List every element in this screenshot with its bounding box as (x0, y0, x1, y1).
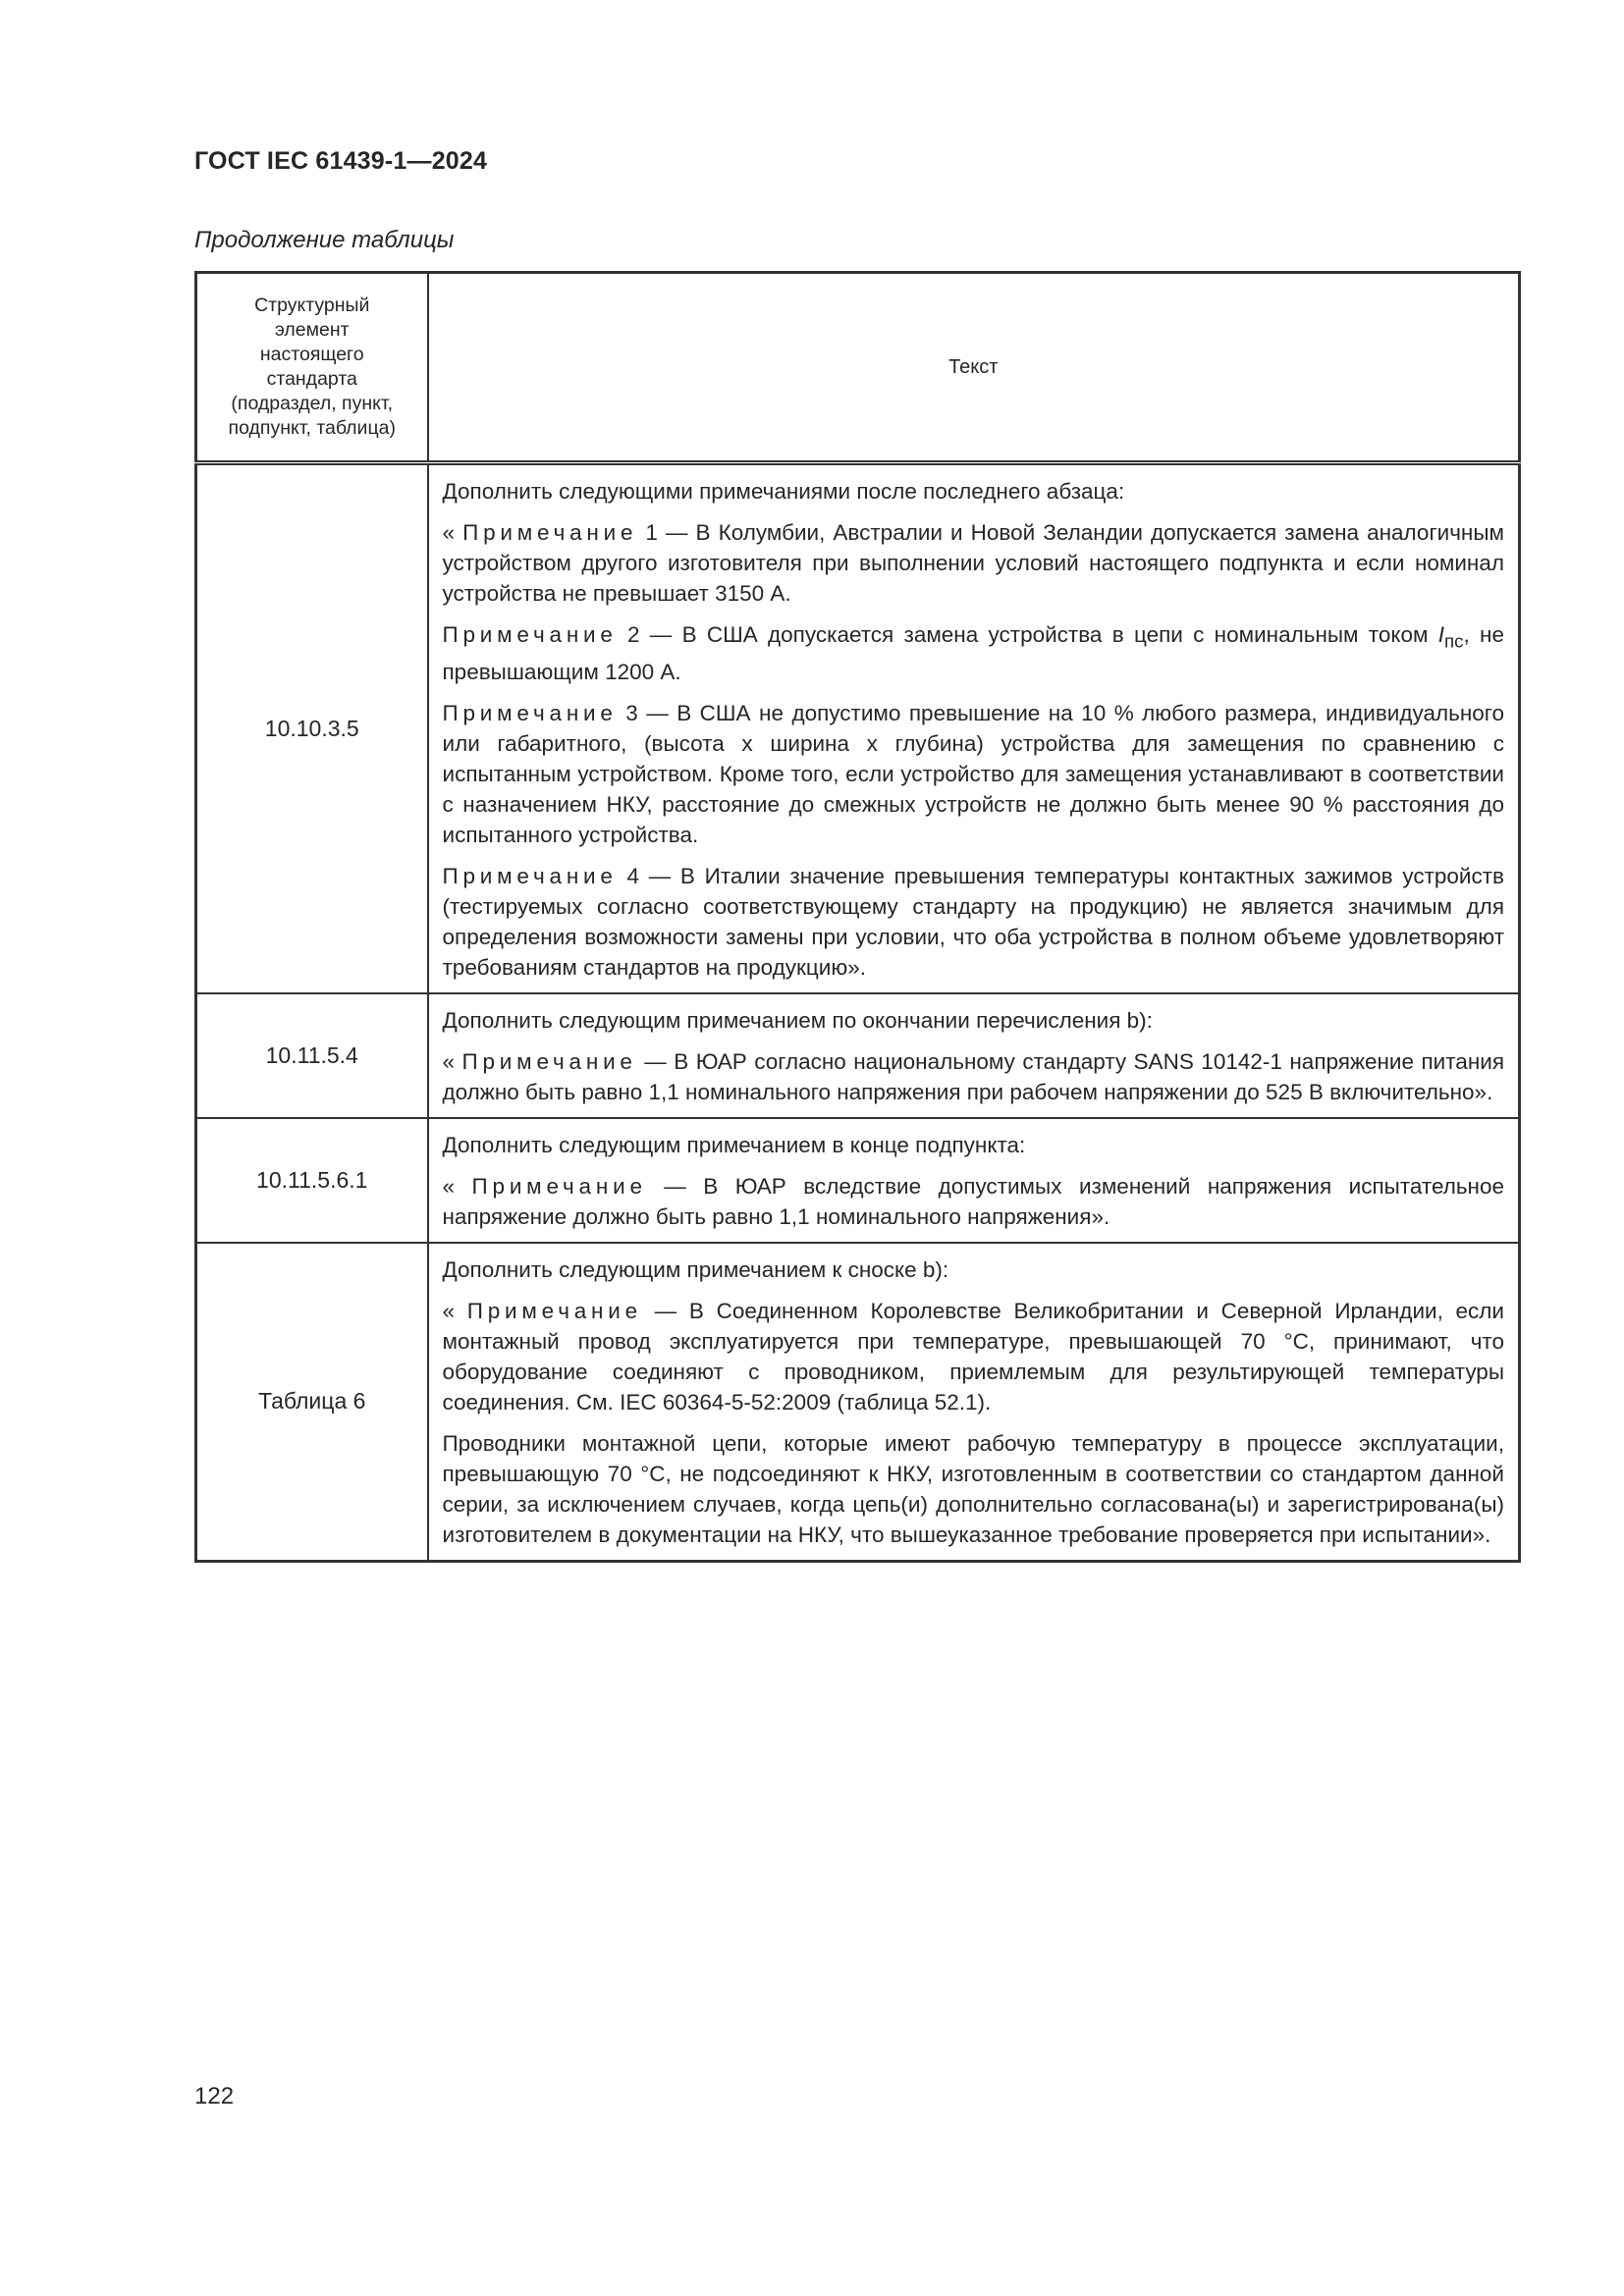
note-paragraph (443, 698, 1505, 850)
open-quote: « (442, 520, 463, 545)
clause-cell: 10.11.5.6.1 (196, 1118, 428, 1243)
note-label: Примечание (462, 520, 638, 545)
note-paragraph (443, 1171, 1505, 1232)
note-text: — В Соединенном Королевстве Великобритании и Северной Ирландии, если монтажный провод эксплуатируется при температуре, превышающей 70 °С, принимают, что оборудование соединяют с проводником, приемлемым для результирующей температуры соединения. См. IEC 60364-5-52:2009 (таблица 52.1). (442, 1298, 1504, 1415)
content-cell (428, 1118, 1520, 1243)
open-quote: « (442, 1298, 467, 1323)
note-text: — В ЮАР согласно национальному стандарту SANS 10142-1 напряжение питания должно быть равно 1,1 номинального напряжения при рабочем напряжении до 525 В включительно». (442, 1048, 1504, 1104)
instruction-paragraph: Дополнить следующим примечанием в конце подпункта: (442, 1132, 1026, 1157)
clause-cell: Таблица 6 (196, 1243, 428, 1562)
structural-element-column-header (196, 273, 428, 463)
table-row (196, 1243, 1520, 1562)
table-row (196, 993, 1520, 1118)
note-text: — В ЮАР вследствие допустимых изменений напряжения испытательное напряжение должно быть равно 1,1 номинального напряжения». (442, 1173, 1505, 1229)
open-quote: « (442, 1173, 472, 1199)
page-number: 122 (194, 2083, 235, 2109)
note-label: Примечание (461, 1048, 637, 1074)
current-subscript: пс (1443, 630, 1464, 652)
content-cell (428, 993, 1520, 1118)
note-label: Примечание (466, 1298, 642, 1323)
amendments-table (194, 271, 1521, 1563)
current-symbol: I (1437, 622, 1444, 647)
note-label: Примечание (442, 863, 618, 888)
note-paragraph (443, 861, 1505, 983)
note-label: Примечание (442, 700, 618, 725)
header-line: Структурный (254, 294, 370, 316)
body-paragraph: Проводники монтажной цепи, которые имеют рабочую температуру в процессе эксплуатации, превышающую 70 °С, не подсоединяют к НКУ, изготовленным в соответствии со стандартом данной серии, за исключением случаев, когда цепь(и) дополнительно согласована(ы) и зарегистрирована(ы) изготовителем в документации на НКУ, что вышеуказанное требование проверяется при испытании». (442, 1430, 1504, 1547)
header-line: стандарта (266, 368, 357, 390)
note-text: 4 — В Италии значение превышения температуры контактных зажимов устройств (тестируемых согласно соответствующему стандарту на продукцию) не является значимым для определения возможности замены при условии, что оба устройства в полном объеме удовлетворяют требованиям стандартов на продукцию». (442, 863, 1504, 980)
note-paragraph (443, 517, 1505, 609)
instruction-paragraph: Дополнить следующим примечанием к сноске b): (442, 1256, 949, 1282)
instruction-paragraph: Дополнить следующими примечаниями после последнего абзаца: (442, 479, 1125, 504)
header-line: (подраздел, пункт, (231, 393, 394, 414)
header-line: элемент (274, 319, 350, 341)
content-cell (428, 1243, 1520, 1562)
note-label: Примечание (471, 1173, 647, 1199)
instruction-paragraph: Дополнить следующим примечанием по окончании перечисления b): (442, 1007, 1153, 1033)
table-row (196, 1118, 1520, 1243)
note-paragraph (443, 619, 1505, 687)
note-text: 2 — В США допускается замена устройства в цепи с номинальным током (617, 622, 1438, 647)
note-text: , не превышающим 1200 А. (442, 622, 1504, 684)
table-header-row (196, 273, 1520, 463)
text-column-header: Текст (428, 273, 1520, 463)
clause-cell: 10.10.3.5 (196, 463, 428, 993)
note-label: Примечание (442, 622, 618, 647)
table-continuation-caption: Продолжение таблицы (194, 227, 455, 253)
open-quote: « (442, 1048, 462, 1074)
note-text: 1 — В Колумбии, Австралии и Новой Зеландии допускается замена аналогичным устройством другого изготовителя при выполнении условий настоящего подпункта и если номинал устройства не превышает 3150 А. (442, 520, 1505, 606)
header-line: настоящего (259, 344, 364, 365)
header-line: подпункт, таблица) (228, 417, 396, 439)
note-paragraph (443, 1296, 1505, 1417)
document-standard-id: ГОСТ IEC 61439-1—2024 (194, 147, 488, 175)
content-cell (428, 463, 1520, 993)
note-paragraph (443, 1046, 1505, 1107)
note-text: 3 — В США не допустимо превышение на 10 % любого размера, индивидуального или габаритного, (высота x ширина x глубина) устройства для замещения по сравнению с испытанным устройством. Кроме того, если устройство для замещения устанавливают в соответствии с назначением НКУ, расстояние до смежных устройств не должно быть менее 90 % расстояния до испытанного устройства. (442, 700, 1504, 847)
table-row (196, 463, 1520, 993)
clause-cell: 10.11.5.4 (196, 993, 428, 1118)
